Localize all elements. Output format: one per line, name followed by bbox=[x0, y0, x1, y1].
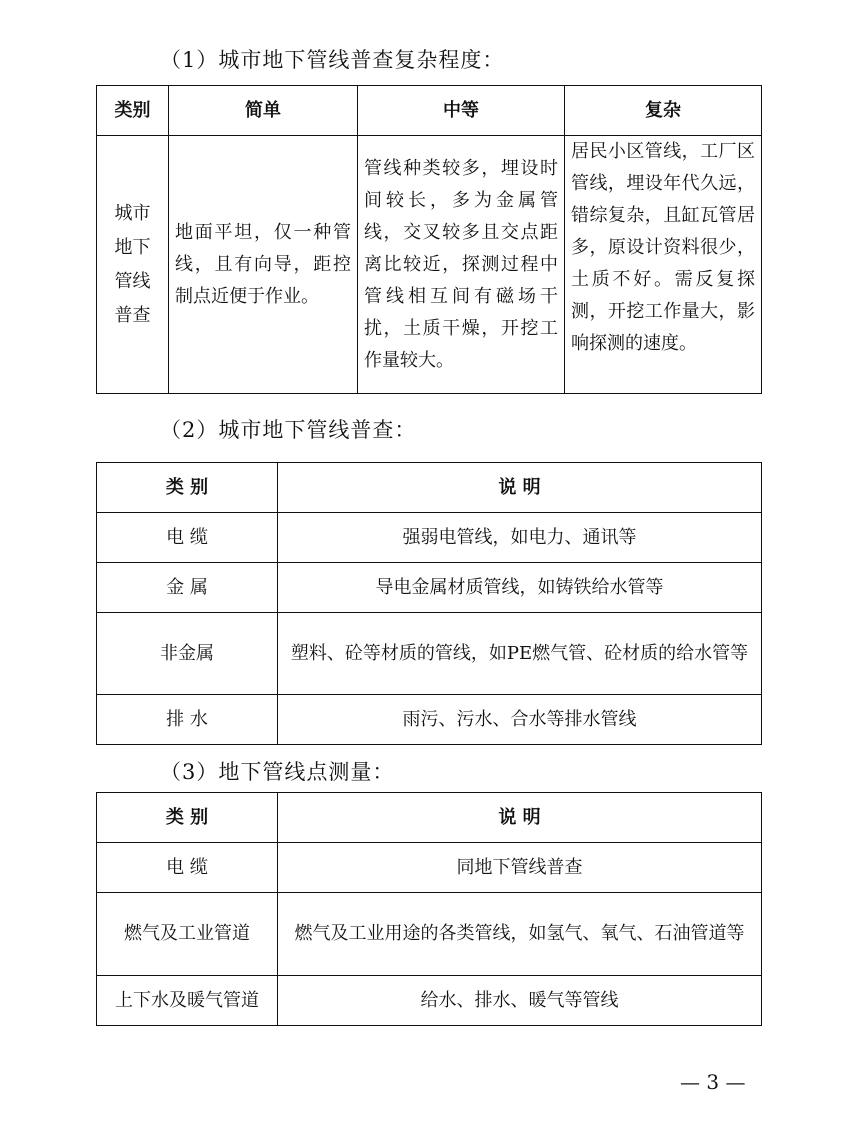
page-number: — 3 — bbox=[680, 1070, 746, 1094]
medium-cell: 管线种类较多，埋设时间较长，多为金属管线，交叉较多且交点距离比较近，探测过程中管线相互间有磁场干扰，土质干燥，开挖工作量较大。 bbox=[358, 136, 565, 394]
category-cell: 燃气及工业管道 bbox=[97, 893, 278, 976]
simple-cell: 地面平坦，仅一种管线，且有向导，距控制点近便于作业。 bbox=[169, 136, 358, 394]
table-row bbox=[97, 613, 762, 695]
row-label-cell bbox=[97, 136, 169, 394]
table-row bbox=[97, 513, 762, 563]
table-row bbox=[97, 563, 762, 613]
table-row bbox=[97, 136, 762, 394]
table-row bbox=[97, 893, 762, 976]
description-cell: 塑料、砼等材质的管线，如PE燃气管、砼材质的给水管等 bbox=[278, 613, 762, 695]
table-header-row bbox=[97, 793, 762, 843]
description-cell: 强弱电管线，如电力、通讯等 bbox=[278, 513, 762, 563]
description-cell: 燃气及工业用途的各类管线，如氢气、氧气、石油管道等 bbox=[278, 893, 762, 976]
row-label: 城市地下管线普查 bbox=[114, 202, 151, 326]
category-cell: 上下水及暖气管道 bbox=[97, 976, 278, 1026]
header-complex: 复杂 bbox=[565, 86, 762, 136]
category-cell: 金 属 bbox=[97, 563, 278, 613]
point-survey-table bbox=[96, 792, 762, 1026]
section-1-heading: （1）城市地下管线普查复杂程度： bbox=[160, 48, 505, 72]
description-cell: 导电金属材质管线，如铸铁给水管等 bbox=[278, 563, 762, 613]
table-header-row bbox=[97, 463, 762, 513]
table-row bbox=[97, 695, 762, 745]
category-cell: 电 缆 bbox=[97, 843, 278, 893]
header-description: 说 明 bbox=[278, 463, 762, 513]
table-header-row bbox=[97, 86, 762, 136]
table-row bbox=[97, 843, 762, 893]
header-category: 类 别 bbox=[97, 793, 278, 843]
header-category: 类别 bbox=[97, 86, 169, 136]
description-cell: 给水、排水、暖气等管线 bbox=[278, 976, 762, 1026]
section-3-heading: （3）地下管线点测量： bbox=[160, 760, 395, 784]
header-category: 类 别 bbox=[97, 463, 278, 513]
header-medium: 中等 bbox=[358, 86, 565, 136]
section-2-heading: （2）城市地下管线普查： bbox=[160, 418, 417, 442]
complexity-table bbox=[96, 85, 762, 394]
header-simple: 简单 bbox=[169, 86, 358, 136]
header-description: 说 明 bbox=[278, 793, 762, 843]
survey-category-table bbox=[96, 462, 762, 745]
table-row bbox=[97, 976, 762, 1026]
description-cell: 雨污、污水、合水等排水管线 bbox=[278, 695, 762, 745]
category-cell: 电 缆 bbox=[97, 513, 278, 563]
complex-cell: 居民小区管线，工厂区管线，埋设年代久远，错综复杂，且缸瓦管居多，原设计资料很少，土质不好。需反复探测，开挖工作量大，影响探测的速度。 bbox=[565, 136, 762, 394]
category-cell: 非金属 bbox=[97, 613, 278, 695]
category-cell: 排 水 bbox=[97, 695, 278, 745]
description-cell: 同地下管线普查 bbox=[278, 843, 762, 893]
